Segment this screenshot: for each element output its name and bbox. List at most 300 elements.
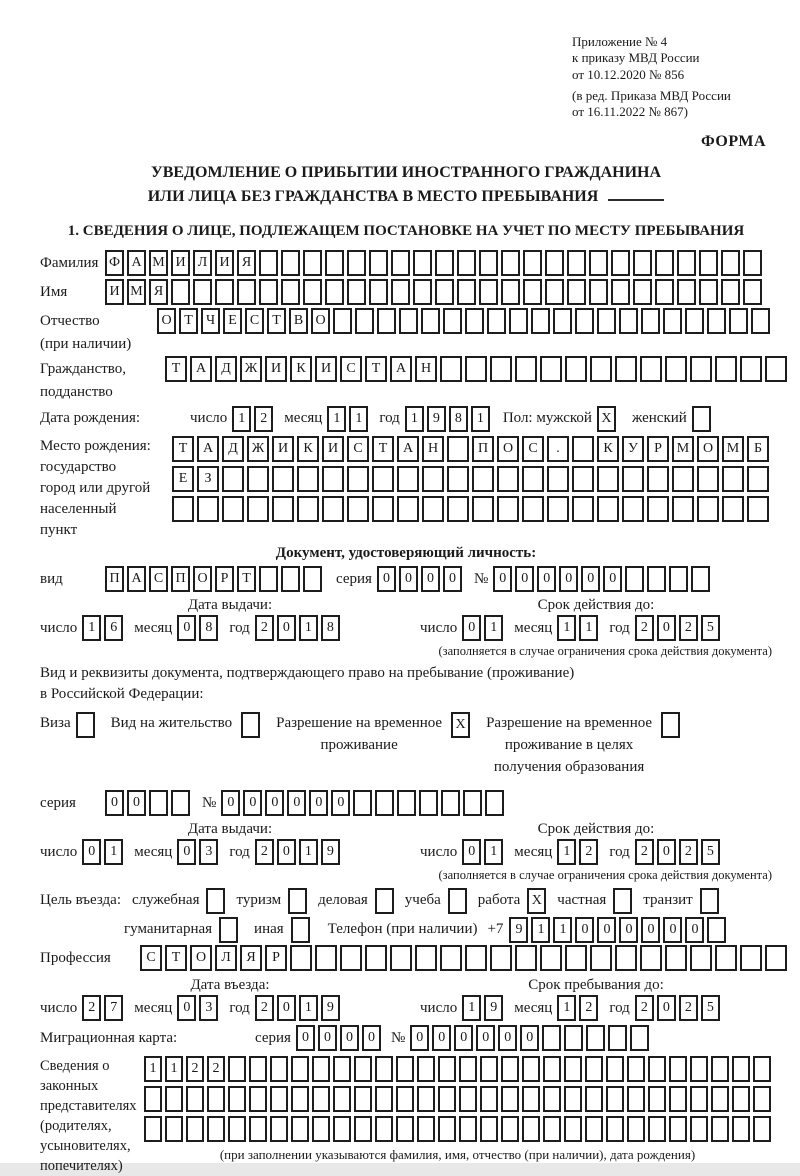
form-cell[interactable]: 1 [327,406,346,432]
form-cell[interactable] [699,250,718,276]
form-cell[interactable] [291,1056,309,1082]
form-cell[interactable]: 1 [232,406,251,432]
form-cell[interactable] [259,250,278,276]
form-cell[interactable]: 5 [701,839,720,865]
form-cell[interactable]: К [597,436,619,462]
form-cell[interactable]: Ч [201,308,220,334]
form-cell[interactable] [222,496,244,522]
form-cell[interactable]: О [697,436,719,462]
form-cell[interactable] [522,466,544,492]
form-cell[interactable] [207,1086,225,1112]
form-cell[interactable]: А [197,436,219,462]
form-cell[interactable] [586,1025,605,1051]
form-cell[interactable] [690,356,712,382]
form-cell[interactable] [479,250,498,276]
form-cell[interactable] [565,356,587,382]
form-cell[interactable] [501,250,520,276]
form-cell[interactable] [186,1086,204,1112]
form-cell[interactable]: 0 [410,1025,429,1051]
form-cell[interactable]: 0 [515,566,534,592]
form-cell[interactable]: 0 [287,790,306,816]
form-cell[interactable] [322,496,344,522]
form-cell[interactable]: 2 [186,1056,204,1082]
form-cell[interactable] [627,1116,645,1142]
form-cell[interactable] [417,1086,435,1112]
form-cell[interactable]: И [215,250,234,276]
form-cell[interactable] [375,1116,393,1142]
form-cell[interactable] [497,466,519,492]
form-cell[interactable]: 9 [321,995,340,1021]
form-cell[interactable] [397,466,419,492]
form-cell[interactable]: 2 [679,995,698,1021]
form-cell[interactable]: 0 [619,917,638,943]
form-cell[interactable]: 0 [243,790,262,816]
form-cell[interactable]: 1 [484,615,503,641]
form-cell[interactable]: 1 [405,406,424,432]
form-cell[interactable] [665,356,687,382]
form-cell[interactable] [459,1116,477,1142]
form-cell[interactable] [589,250,608,276]
form-cell[interactable] [228,1086,246,1112]
form-cell[interactable] [565,945,587,971]
form-cell[interactable] [479,279,498,305]
form-cell[interactable] [490,945,512,971]
form-cell[interactable]: Т [179,308,198,334]
form-cell[interactable]: 0 [443,566,462,592]
form-cell[interactable] [441,790,460,816]
form-cell[interactable] [396,1056,414,1082]
form-cell[interactable]: 0 [657,995,676,1021]
form-cell[interactable]: 2 [254,406,273,432]
form-cell[interactable] [472,466,494,492]
form-cell[interactable]: Е [223,308,242,334]
form-cell[interactable] [144,1086,162,1112]
form-cell[interactable]: 8 [199,615,218,641]
form-cell[interactable] [369,250,388,276]
form-cell[interactable]: Ф [105,250,124,276]
form-cell[interactable] [547,466,569,492]
form-cell[interactable] [448,888,467,914]
form-cell[interactable]: 0 [432,1025,451,1051]
form-cell[interactable] [355,308,374,334]
form-cell[interactable] [144,1116,162,1142]
form-cell[interactable]: К [290,356,312,382]
form-cell[interactable] [572,496,594,522]
form-cell[interactable] [627,1086,645,1112]
form-cell[interactable]: 0 [399,566,418,592]
form-cell[interactable]: А [390,356,412,382]
form-cell[interactable]: 2 [82,995,101,1021]
form-cell[interactable]: Б [747,436,769,462]
form-cell[interactable] [290,945,312,971]
form-cell[interactable] [415,945,437,971]
form-cell[interactable]: М [149,250,168,276]
form-cell[interactable] [259,279,278,305]
form-cell[interactable]: 9 [484,995,503,1021]
form-cell[interactable]: 1 [462,995,481,1021]
form-cell[interactable] [615,945,637,971]
form-cell[interactable]: 1 [579,615,598,641]
form-cell[interactable] [740,356,762,382]
form-cell[interactable]: 0 [318,1025,337,1051]
form-cell[interactable]: 0 [476,1025,495,1051]
form-cell[interactable] [288,888,307,914]
form-cell[interactable] [567,250,586,276]
form-cell[interactable]: 9 [427,406,446,432]
form-cell[interactable] [480,1086,498,1112]
form-cell[interactable] [655,250,674,276]
form-cell[interactable] [711,1116,729,1142]
form-cell[interactable] [485,790,504,816]
form-cell[interactable] [281,279,300,305]
form-cell[interactable]: 1 [553,917,572,943]
form-cell[interactable] [325,279,344,305]
form-cell[interactable]: 0 [177,839,196,865]
form-cell[interactable]: 0 [575,917,594,943]
form-cell[interactable]: 0 [105,790,124,816]
form-cell[interactable]: 2 [635,995,654,1021]
form-cell[interactable]: О [157,308,176,334]
form-cell[interactable] [522,496,544,522]
form-cell[interactable] [691,566,710,592]
form-cell[interactable] [413,250,432,276]
form-cell[interactable] [545,279,564,305]
form-cell[interactable] [435,250,454,276]
form-cell[interactable]: С [245,308,264,334]
form-cell[interactable]: И [171,250,190,276]
form-cell[interactable]: 0 [377,566,396,592]
form-cell[interactable]: 0 [498,1025,517,1051]
form-cell[interactable] [438,1086,456,1112]
form-cell[interactable] [597,496,619,522]
form-cell[interactable]: 1 [104,839,123,865]
form-cell[interactable]: М [127,279,146,305]
form-cell[interactable] [501,1086,519,1112]
form-cell[interactable] [589,279,608,305]
form-cell[interactable] [540,356,562,382]
form-cell[interactable] [663,308,682,334]
form-cell[interactable] [669,566,688,592]
form-cell[interactable] [312,1086,330,1112]
form-cell[interactable] [542,1025,561,1051]
form-cell[interactable] [447,466,469,492]
form-cell[interactable] [457,279,476,305]
form-cell[interactable] [463,790,482,816]
form-cell[interactable]: Н [422,436,444,462]
form-cell[interactable] [165,1116,183,1142]
form-cell[interactable] [597,466,619,492]
form-cell[interactable] [647,496,669,522]
form-cell[interactable] [447,436,469,462]
form-cell[interactable]: 0 [657,839,676,865]
form-cell[interactable]: 0 [296,1025,315,1051]
form-cell[interactable] [711,1056,729,1082]
form-cell[interactable] [545,250,564,276]
form-cell[interactable]: 1 [557,839,576,865]
form-cell[interactable] [640,356,662,382]
form-cell[interactable] [272,466,294,492]
form-cell[interactable] [509,308,528,334]
form-cell[interactable]: 0 [663,917,682,943]
form-cell[interactable] [747,466,769,492]
form-cell[interactable] [522,1056,540,1082]
form-cell[interactable] [303,279,322,305]
form-cell[interactable] [340,945,362,971]
form-cell[interactable] [585,1116,603,1142]
form-cell[interactable] [241,712,260,738]
form-cell[interactable] [677,250,696,276]
form-cell[interactable] [611,250,630,276]
form-cell[interactable] [247,466,269,492]
form-cell[interactable] [457,250,476,276]
form-cell[interactable]: О [497,436,519,462]
form-cell[interactable]: С [149,566,168,592]
form-cell[interactable] [465,356,487,382]
form-cell[interactable]: А [397,436,419,462]
form-cell[interactable]: 0 [127,790,146,816]
form-cell[interactable] [606,1086,624,1112]
form-cell[interactable]: И [322,436,344,462]
form-cell[interactable] [515,945,537,971]
form-cell[interactable] [438,1056,456,1082]
form-cell[interactable] [590,356,612,382]
form-cell[interactable]: П [472,436,494,462]
form-cell[interactable] [171,279,190,305]
form-cell[interactable] [490,356,512,382]
form-cell[interactable]: 6 [104,615,123,641]
form-cell[interactable] [215,279,234,305]
form-cell[interactable] [435,279,454,305]
form-cell[interactable] [372,496,394,522]
form-cell[interactable] [677,279,696,305]
form-cell[interactable] [354,1116,372,1142]
form-cell[interactable]: 0 [537,566,556,592]
form-cell[interactable] [611,279,630,305]
form-cell[interactable] [259,566,278,592]
form-cell[interactable]: 0 [581,566,600,592]
form-cell[interactable]: 5 [701,995,720,1021]
form-cell[interactable] [606,1116,624,1142]
form-cell[interactable]: П [171,566,190,592]
form-cell[interactable] [447,496,469,522]
form-cell[interactable]: 2 [579,995,598,1021]
form-cell[interactable] [627,1056,645,1082]
form-cell[interactable]: 5 [701,615,720,641]
form-cell[interactable]: 2 [255,995,274,1021]
form-cell[interactable] [312,1116,330,1142]
form-cell[interactable] [732,1056,750,1082]
form-cell[interactable] [523,279,542,305]
form-cell[interactable]: И [272,436,294,462]
form-cell[interactable] [237,279,256,305]
form-cell[interactable] [765,945,787,971]
form-cell[interactable] [699,279,718,305]
form-cell[interactable]: Т [372,436,394,462]
form-cell[interactable]: К [297,436,319,462]
form-cell[interactable] [421,308,440,334]
form-cell[interactable] [648,1056,666,1082]
form-cell[interactable] [685,308,704,334]
form-cell[interactable]: 0 [641,917,660,943]
form-cell[interactable]: А [127,250,146,276]
form-cell[interactable] [572,466,594,492]
form-cell[interactable] [228,1056,246,1082]
form-cell[interactable]: А [127,566,146,592]
form-cell[interactable] [354,1056,372,1082]
form-cell[interactable] [630,1025,649,1051]
form-cell[interactable] [707,917,726,943]
form-cell[interactable]: Т [267,308,286,334]
form-cell[interactable] [622,466,644,492]
form-cell[interactable]: О [311,308,330,334]
form-cell[interactable]: Т [165,356,187,382]
form-cell[interactable] [391,250,410,276]
form-cell[interactable] [291,917,310,943]
form-cell[interactable] [722,496,744,522]
form-cell[interactable]: 0 [277,839,296,865]
form-cell[interactable] [753,1116,771,1142]
form-cell[interactable]: И [315,356,337,382]
form-cell[interactable] [753,1086,771,1112]
form-cell[interactable] [347,466,369,492]
form-cell[interactable]: У [622,436,644,462]
form-cell[interactable]: 2 [579,839,598,865]
form-cell[interactable]: 0 [462,839,481,865]
form-cell[interactable] [193,279,212,305]
form-cell[interactable]: Т [365,356,387,382]
form-cell[interactable] [249,1056,267,1082]
form-cell[interactable] [303,250,322,276]
form-cell[interactable] [172,496,194,522]
form-cell[interactable]: И [105,279,124,305]
form-cell[interactable] [665,945,687,971]
form-cell[interactable] [228,1116,246,1142]
form-cell[interactable]: 0 [265,790,284,816]
form-cell[interactable] [625,566,644,592]
form-cell[interactable]: X [597,406,616,432]
form-cell[interactable]: 2 [635,839,654,865]
form-cell[interactable] [690,1086,708,1112]
form-cell[interactable] [655,279,674,305]
form-cell[interactable] [531,308,550,334]
form-cell[interactable]: 0 [685,917,704,943]
form-cell[interactable]: П [105,566,124,592]
form-cell[interactable] [281,250,300,276]
form-cell[interactable]: Н [415,356,437,382]
form-cell[interactable] [732,1086,750,1112]
form-cell[interactable] [347,250,366,276]
form-cell[interactable]: 2 [255,839,274,865]
form-cell[interactable] [472,496,494,522]
form-cell[interactable]: 2 [679,839,698,865]
form-cell[interactable]: 1 [471,406,490,432]
form-cell[interactable] [333,308,352,334]
form-cell[interactable]: . [547,436,569,462]
form-cell[interactable]: Ж [247,436,269,462]
form-cell[interactable] [522,1116,540,1142]
form-cell[interactable] [690,1056,708,1082]
form-cell[interactable]: 0 [597,917,616,943]
form-cell[interactable] [443,308,462,334]
form-cell[interactable] [523,250,542,276]
form-cell[interactable] [672,496,694,522]
form-cell[interactable]: 0 [657,615,676,641]
form-cell[interactable] [597,308,616,334]
form-cell[interactable] [480,1116,498,1142]
form-cell[interactable] [438,1116,456,1142]
form-cell[interactable] [422,466,444,492]
form-cell[interactable] [640,945,662,971]
form-cell[interactable] [480,1056,498,1082]
form-cell[interactable] [465,945,487,971]
form-cell[interactable] [322,466,344,492]
form-cell[interactable] [765,356,787,382]
form-cell[interactable]: 9 [321,839,340,865]
form-cell[interactable]: Я [149,279,168,305]
form-cell[interactable]: 2 [635,615,654,641]
form-cell[interactable] [564,1116,582,1142]
form-cell[interactable] [207,1116,225,1142]
form-cell[interactable]: Я [240,945,262,971]
form-cell[interactable]: 1 [349,406,368,432]
form-cell[interactable] [697,466,719,492]
form-cell[interactable]: 0 [421,566,440,592]
form-cell[interactable] [501,279,520,305]
form-cell[interactable] [729,308,748,334]
form-cell[interactable] [219,917,238,943]
form-cell[interactable] [149,790,168,816]
form-cell[interactable] [515,356,537,382]
form-cell[interactable] [270,1116,288,1142]
form-cell[interactable] [487,308,506,334]
form-cell[interactable] [333,1116,351,1142]
form-cell[interactable] [347,496,369,522]
form-cell[interactable] [459,1086,477,1112]
form-cell[interactable] [375,790,394,816]
form-cell[interactable]: 0 [454,1025,473,1051]
form-cell[interactable] [375,888,394,914]
form-cell[interactable] [672,466,694,492]
form-cell[interactable]: 0 [277,615,296,641]
form-cell[interactable] [419,790,438,816]
form-cell[interactable] [707,308,726,334]
form-cell[interactable] [186,1116,204,1142]
form-cell[interactable]: Л [193,250,212,276]
form-cell[interactable] [501,1056,519,1082]
form-cell[interactable]: 0 [177,615,196,641]
form-cell[interactable]: И [265,356,287,382]
form-cell[interactable]: 0 [331,790,350,816]
form-cell[interactable] [375,1086,393,1112]
form-cell[interactable] [303,566,322,592]
form-cell[interactable] [615,356,637,382]
form-cell[interactable] [312,1056,330,1082]
form-cell[interactable] [690,1116,708,1142]
form-cell[interactable] [501,1116,519,1142]
form-cell[interactable] [270,1086,288,1112]
form-cell[interactable] [721,250,740,276]
form-cell[interactable] [413,279,432,305]
form-cell[interactable] [391,279,410,305]
form-cell[interactable] [375,1056,393,1082]
form-cell[interactable] [648,1116,666,1142]
form-cell[interactable] [206,888,225,914]
form-cell[interactable] [715,945,737,971]
form-cell[interactable] [641,308,660,334]
form-cell[interactable] [585,1086,603,1112]
form-cell[interactable]: Д [215,356,237,382]
form-cell[interactable]: Р [265,945,287,971]
